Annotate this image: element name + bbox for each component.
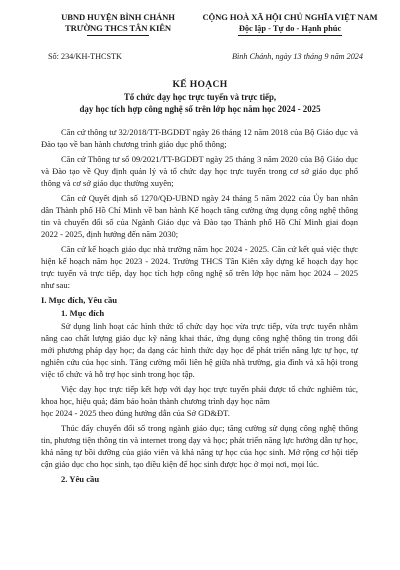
body-paragraph: Sử dụng linh hoạt các hình thức tổ chức dạy học vừa trực tiếp, vừa trực tuyến nhằm nâng cao chất lượng giáo dục kỹ năng khai thác, ứng dụng công nghệ thông tin trong đổi mới phương pháp dạy học; đa dạng các hình thức dạy học để phát triển năng lực tự học, tự nghiên cứu của học sinh. Tăng cường mối liên hệ giữa nhà trường, gia đình và xã hội trong việc tổ chức và hỗ trợ học sinh trong học tập.: [41, 321, 358, 379]
nation-name: CỘNG HOÀ XÃ HỘI CHỦ NGHĨA VIỆT NAM: [202, 12, 378, 22]
document-title: [0, 78, 400, 115]
body-paragraph: Thúc đẩy chuyển đổi số trong ngành giáo dục; tăng cường sử dụng công nghệ thông tin, phương tiện thông tin và internet trong dạy và học; phát triển năng lực hướng dẫn tự học, khả năng tự bồi dưỡng của giáo viên và khả năng tự học của học sinh. Mở rộng cơ hội tiếp cận giáo dục cho học sinh, tạo điều kiện để học sinh được học ở mọi nơi, mọi lúc.: [41, 423, 358, 469]
legal-basis-paragraph: Căn cứ thông tư 32/2018/TT-BGDĐT ngày 26 tháng 12 năm 2018 của Bộ Giáo dục và Đào tạo về ban hành chương trình giáo dục phổ thông;: [41, 127, 358, 149]
legal-basis-paragraph: Căn cứ kế hoạch giáo dục nhà trường năm học 2024 - 2025. Căn cứ kết quả việc thực hiện kế hoạch năm học 2023 - 2024. Trường THCS Tân Kiên xây dựng kế hoạch dạy học trực tuyến và trực tiếp, dạy học tích hợp công nghệ số trên lớp học năm học 2024 – 2025 như sau:: [41, 244, 358, 290]
title-line-2: Tổ chức dạy học trực tuyến và trực tiếp,: [123, 92, 277, 102]
body-paragraph: Việc dạy học trực tiếp kết hợp với dạy học trực tuyến phải được tổ chức nghiêm túc, khoa học, hiệu quả; đảm bảo hoàn thành chương trình dạy học năm: [41, 384, 358, 406]
section-heading: I. Mục đích, Yêu cầu: [41, 295, 118, 305]
document-body: [41, 126, 358, 486]
document-header: [0, 8, 400, 48]
document-meta: [0, 52, 400, 64]
title-line-3: dạy học tích hợp công nghệ số trên lớp học năm học 2024 - 2025: [79, 104, 321, 114]
legal-basis-paragraph: Căn cứ Thông tư số 09/2021/TT-BGDĐT ngày 25 tháng 3 năm 2020 của Bộ Giáo dục và Đào tạo về Quy định quản lý và tổ chức dạy học trực tuyến trong cơ sở giáo dục phổ thông và cơ sở giáo dục thường xuyên;: [41, 154, 358, 188]
org-district: UBND HUYỆN BÌNH CHÁNH: [61, 12, 175, 22]
motto-underline: [238, 35, 342, 36]
body-paragraph-continued: học 2024 - 2025 theo đúng hướng dẫn của Sở GD&ĐT.: [41, 408, 230, 418]
place-date: Bình Chánh, ngày 13 tháng 9 năm 2024: [232, 52, 363, 61]
legal-basis-paragraph: Căn cứ Quyết định số 1270/QĐ-UBND ngày 24 tháng 5 năm 2022 của Ủy ban nhân dân Thành phố Hồ Chí Minh về ban hành Kế hoạch tăng cường ứng dụng công nghệ thông tin và chuyển đổi số của Ngành Giáo dục và Đào tạo Thành phố Hồ Chí Minh giai đoạn 2022 - 2025, định hướng đến năm 2030;: [41, 193, 358, 239]
org-underline: [87, 35, 149, 36]
issuing-organization: [44, 12, 192, 36]
national-heading: [186, 12, 394, 36]
title-main: KẾ HOẠCH: [172, 79, 228, 90]
subsection-heading: 2. Yêu cầu: [61, 474, 100, 484]
document-number: Số: 234/KH-THCSTK: [48, 52, 122, 61]
subsection-heading: 1. Mục đích: [61, 308, 105, 318]
national-motto: Độc lập - Tự do - Hạnh phúc: [238, 24, 342, 33]
org-school: TRƯỜNG THCS TÂN KIÊN: [64, 23, 171, 33]
